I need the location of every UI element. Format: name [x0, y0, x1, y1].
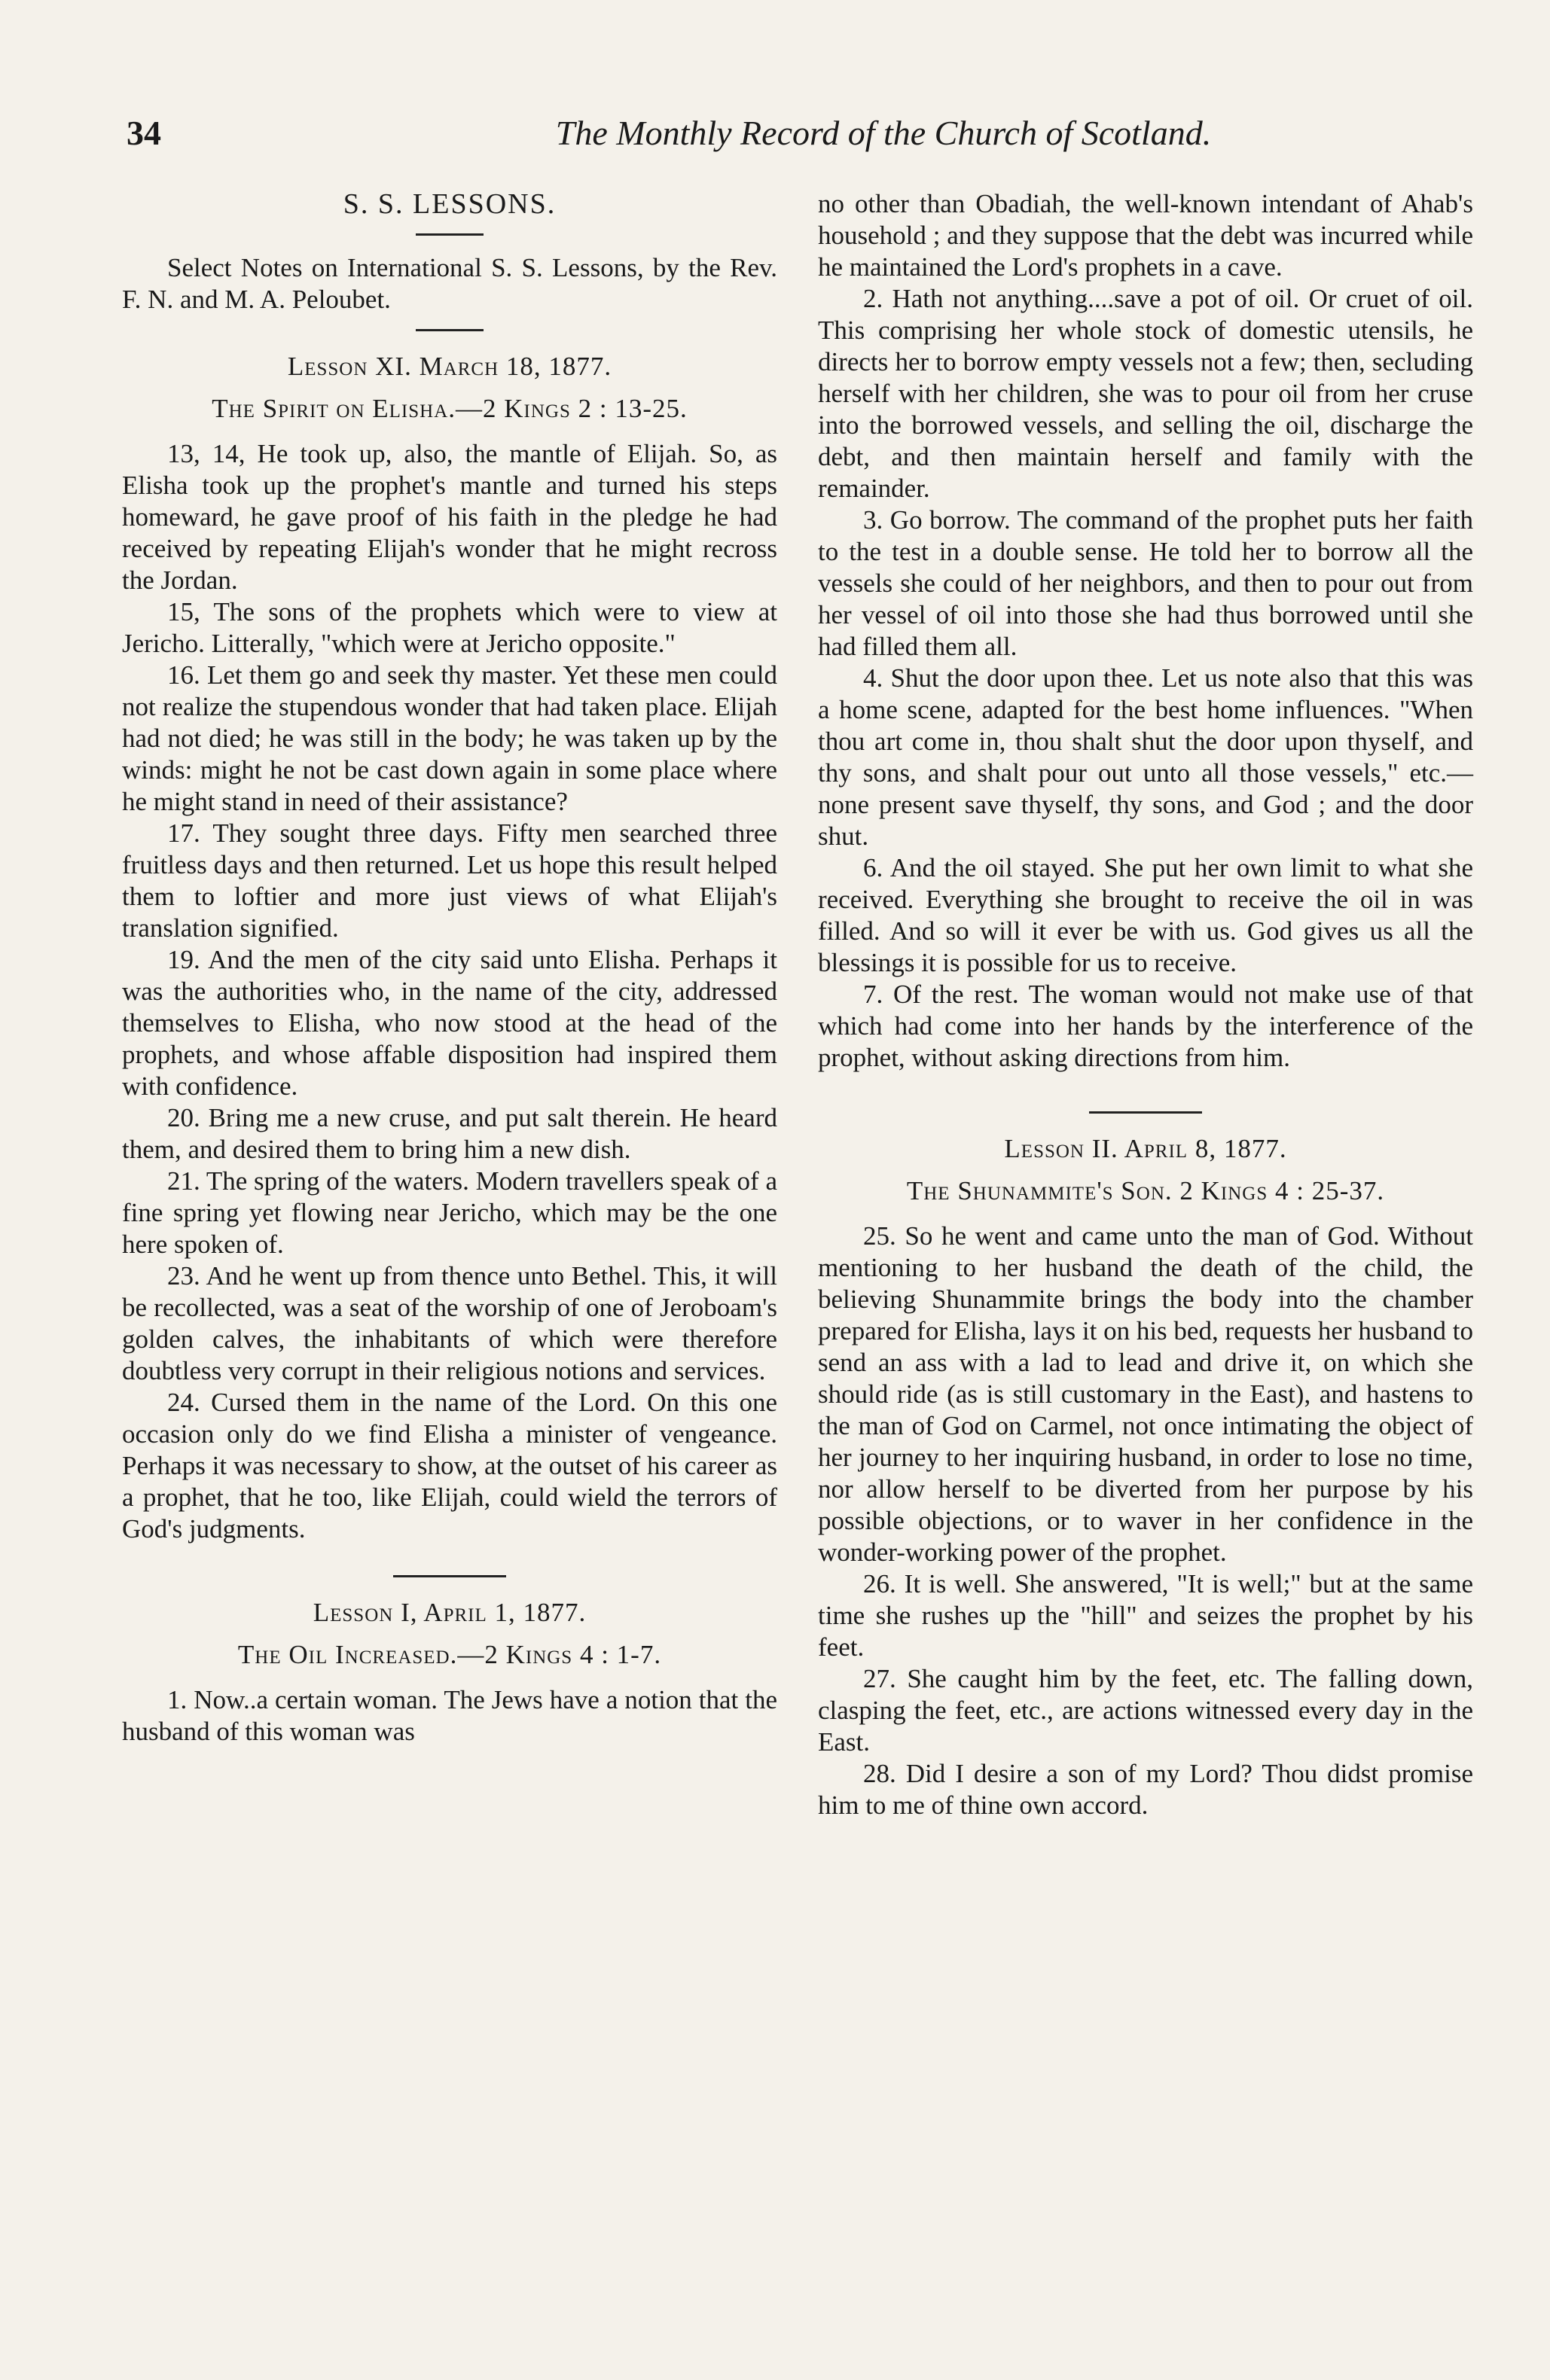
lesson-subject: The Shunammite's Son. 2 Kings 4 : 25-37. [906, 1176, 1385, 1205]
lesson-subject: The Oil Increased.—2 Kings 4 : 1-7. [237, 1640, 662, 1669]
lesson-title: Lesson II. April 8, 1877. [1004, 1134, 1287, 1163]
paragraph: 4. Shut the door upon thee. Let us note also that this was a home scene, adapted for the best home influences. "When thou art come in, thou shalt shut the door upon thyself, and thy sons, and shalt pour out unto all those vessels," etc.—none present save thyself, thy sons, and God ; and the door shut. [818, 663, 1473, 851]
paragraph: 25. So he went and came unto the man of God. Without mentioning to her husband the death of the child, the believing Shunammite brings the body into the chamber prepared for Elisha, lays it on his bed, requests her husband to send an ass with a lad to lead and drive it, on which she should ride (as is still customary in the East), and hastens to the man of God on Carmel, not once intimating the object of her journey to her inquiring husband, in order to lose no time, nor allow herself to be diverted from her purpose by his possible objections, or to waver in her confidence in the wonder-working power of the prophet. [818, 1221, 1473, 1567]
paragraph: 16. Let them go and seek thy master. Yet these men could not realize the stupendous wonder that had taken place. Elijah had not died; he was still in the body; he was taken up by the winds: might he not be cast down again in some place where he might stand in need of their assistance? [122, 660, 777, 816]
lesson-title: Lesson I, April 1, 1877. [313, 1598, 587, 1627]
paragraph: 23. And he went up from thence unto Bethel. This, it will be recollected, was a seat of the worship of one of Jeroboam's golden calves, the inhabitants of which were therefore doubtless very corrupt in their religious notions and services. [122, 1261, 777, 1385]
left-column [122, 188, 777, 1748]
divider-rule [1089, 1111, 1202, 1114]
divider-rule [416, 233, 484, 236]
lesson-title: Lesson XI. March 18, 1877. [287, 352, 612, 381]
page-header [127, 113, 1497, 166]
paragraph: 19. And the men of the city said unto Elisha. Perhaps it was the authorities who, in the name of the city, addressed themselves to Elisha, who now stood at the head of the prophets, and whose affable disposition had inspired them with confidence. [122, 945, 777, 1101]
paragraph: 13, 14, He took up, also, the mantle of Elijah. So, as Elisha took up the prophet's mantle and turned his steps homeward, he gave proof of his faith in the pledge he had received by repeating Elijah's wonder that he might recross the Jordan. [122, 439, 777, 595]
section-heading: S. S. LESSONS. [343, 188, 557, 220]
divider-rule [416, 329, 484, 331]
right-column [818, 188, 1473, 1821]
divider-rule [393, 1575, 506, 1577]
paragraph: 17. They sought three days. Fifty men searched three fruitless days and then returned. Let us hope this result helped them to loftier and more just views of what Elijah's translation signified. [122, 818, 777, 943]
paragraph: 20. Bring me a new cruse, and put salt therein. He heard them, and desired them to bring him a new dish. [122, 1103, 777, 1164]
paragraph: 6. And the oil stayed. She put her own limit to what she received. Everything she brought to receive the oil in was filled. And so will it ever be with us. God gives us all the blessings it is possible for us to receive. [818, 853, 1473, 977]
intro-note: Select Notes on International S. S. Lessons, by the Rev. F. N. and M. A. Peloubet. [122, 253, 777, 314]
paragraph: 7. Of the rest. The woman would not make use of that which had come into her hands by the interference of the prophet, without asking directions from him. [818, 980, 1473, 1072]
paragraph: 1. Now..a certain woman. The Jews have a notion that the husband of this woman was [122, 1685, 777, 1746]
paragraph: 2. Hath not anything....save a pot of oil. Or cruet of oil. This comprising her whole stock of domestic utensils, he directs her to borrow empty vessels not a few; then, secluding herself with her children, she was to pour oil from her cruse into the borrowed vessels, and selling the oil, discharge the debt, and then maintain herself and family with the remainder. [818, 284, 1473, 503]
paragraph: 3. Go borrow. The command of the prophet puts her faith to the test in a double sense. He told her to borrow all the vessels she could of her neighbors, and then to pour out from her vessel of oil into those she had thus borrowed until she had filled them all. [818, 505, 1473, 661]
paragraph: 27. She caught him by the feet, etc. The falling down, clasping the feet, etc., are actions witnessed every day in the East. [818, 1664, 1473, 1757]
paragraph: 26. It is well. She answered, "It is well;" but at the same time she rushes up the "hill" and seizes the prophet by his feet. [818, 1569, 1473, 1662]
running-title: The Monthly Record of the Church of Scotland. [555, 114, 1212, 152]
lesson-subject: The Spirit on Elisha.—2 Kings 2 : 13-25. [212, 394, 688, 423]
paragraph: no other than Obadiah, the well-known intendant of Ahab's household ; and they suppose that the debt was incurred while he maintained the Lord's prophets in a cave. [818, 189, 1473, 282]
page-number: 34 [127, 114, 161, 152]
paragraph: 21. The spring of the waters. Modern travellers speak of a fine spring yet flowing near Jericho, which may be the one here spoken of. [122, 1166, 777, 1259]
paragraph: 24. Cursed them in the name of the Lord. On this one occasion only do we find Elisha a minister of vengeance. Perhaps it was necessary to show, at the outset of his career as a prophet, that he too, like Elijah, could wield the terrors of God's judgments. [122, 1388, 777, 1543]
paragraph: 28. Did I desire a son of my Lord? Thou didst promise him to me of thine own accord. [818, 1759, 1473, 1820]
paragraph: 15, The sons of the prophets which were to view at Jericho. Litterally, "which were at Jericho opposite." [122, 597, 777, 658]
